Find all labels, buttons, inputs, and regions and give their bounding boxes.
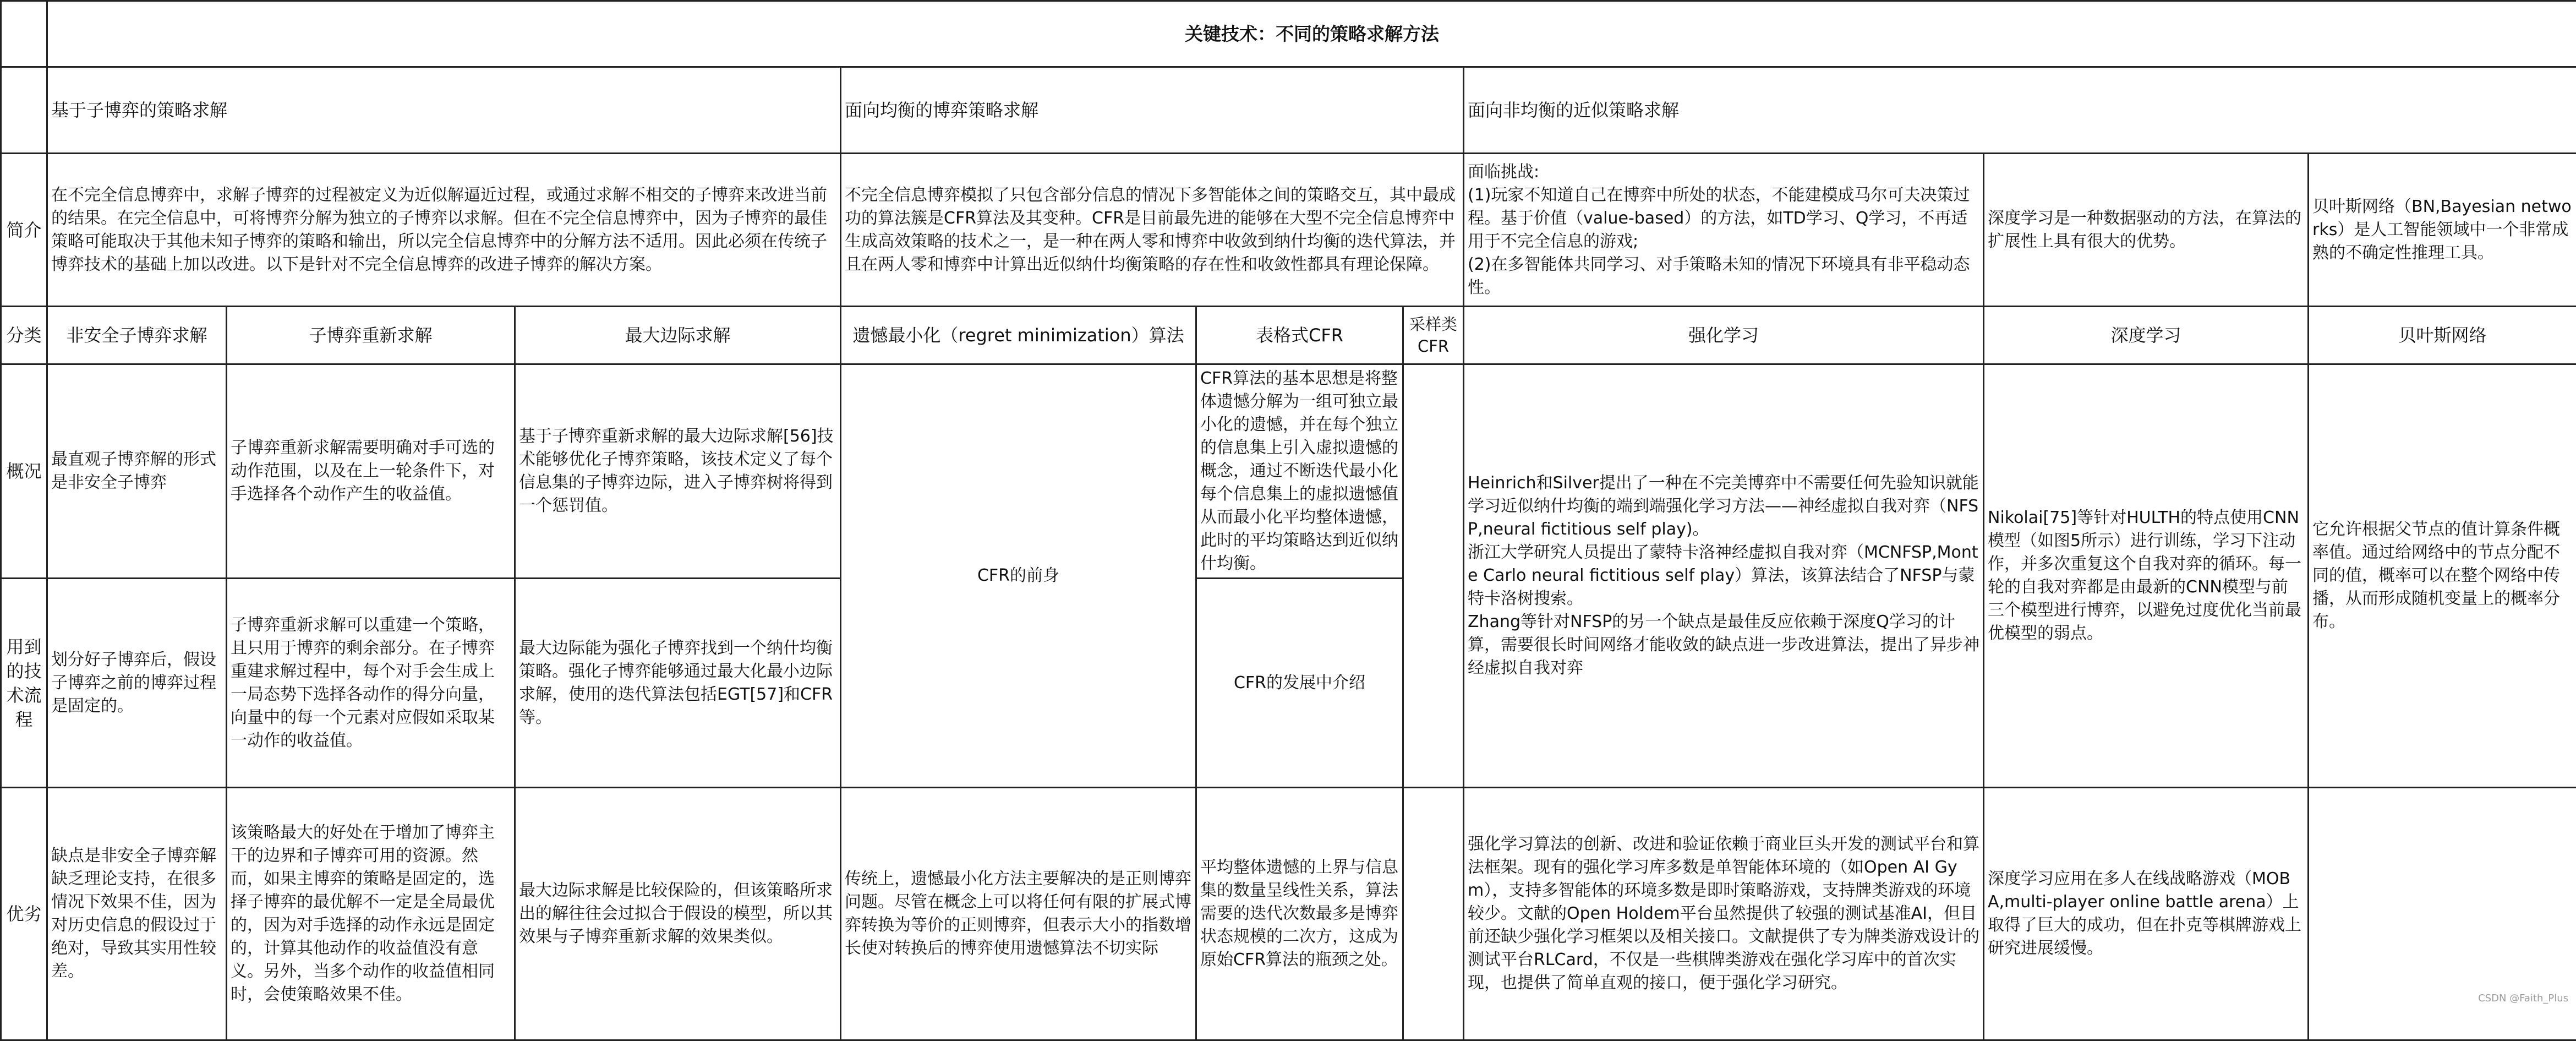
section-equilibrium: 面向均衡的博弈策略求解 [841, 67, 1464, 154]
pros-cons-unsafe: 缺点是非安全子博弈解缺乏理论支持，在很多情况下效果不佳，因为对历史信息的假设过于绝对，导致其实用性较差。 [47, 788, 227, 1040]
corner-blank [1, 1, 47, 67]
regret-predecessor: CFR的前身 [841, 364, 1196, 788]
row-label-pros-cons: 优劣 [1, 788, 47, 1040]
intro-sub-game: 在不完全信息博弈中，求解子博弈的过程被定义为近似解逼近过程，或通过求解不相交的子博弈来改进当前的结果。在完全信息中，可将博弈分解为独立的子博弈以求解。但在不完全信息博弈中，因为子博弈的最佳策略可能取决于其他未知子博弈的策略和输出，所以完全信息博弈中的分解方法不适用。因此必须在传统子博弈技术的基础上加以改进。以下是针对不完全信息博弈的改进子博弈的解决方案。 [47, 154, 841, 307]
bayes-overview-process: 它允许根据父节点的值计算条件概率值。通过给网络中的节点分配不同的值，概率可以在整个网络中传播，从而形成随机变量上的概率分布。 [2309, 364, 2576, 788]
category-maxmargin: 最大边际求解 [515, 307, 841, 364]
category-tabular-cfr: 表格式CFR [1196, 307, 1403, 364]
pros-cons-tabular-cfr: 平均整体遗憾的上界与信息集的数量呈线性关系，算法需要的迭代次数最多是博弈状态规模的二次方，这成为原始CFR算法的瓶颈之处。 [1196, 788, 1403, 1040]
row-label-category: 分类 [1, 307, 47, 364]
table-title: 关键技术：不同的策略求解方法 [47, 1, 2576, 67]
category-dl: 深度学习 [1984, 307, 2309, 364]
overview-maxmargin: 基于子博弈重新求解的最大边际求解[56]技术能够优化子博弈策略，该技术定义了每个信息集的子博弈边际，进入子博弈树将得到一个惩罚值。 [515, 364, 841, 579]
category-regret: 遗憾最小化（regret minimization）算法 [841, 307, 1196, 364]
dl-overview-process: Nikolai[75]等针对HULTH的特点使用CNN模型（如图5所示）进行训练，学习下注动作，并多次重复这个自我对弈的循环。每一轮的自我对弈都是由最新的CNN模型与前三个模型进行博弈，以避免过度优化当前最优模型的弱点。 [1984, 364, 2309, 788]
process-maxmargin: 最大边际能为强化子博弈找到一个纳什均衡策略。强化子博弈能够通过最大化最小边际求解，使用的迭代算法包括EGT[57]和CFR等。 [515, 579, 841, 788]
section-sub-game: 基于子博弈的策略求解 [47, 67, 841, 154]
process-tabular-cfr: CFR的发展中介绍 [1196, 579, 1403, 788]
sampling-cfr-blank [1403, 364, 1464, 788]
pros-cons-dl: 深度学习应用在多人在线战略游戏（MOBA,multi-player online battle arena）上取得了巨大的成功，但在扑克等棋牌游戏上研究进展缓慢。 [1984, 788, 2309, 1040]
intro-rl: 面临挑战: (1)玩家不知道自己在博弈中所处的状态，不能建模成马尔可夫决策过程。基于价值（value-based）的方法，如TD学习、Q学习，不再适用于不完全信息的游戏; (2)在多智能体共同学习、对手策略未知的情况下环境具有非平稳动态性。 [1464, 154, 1984, 307]
section-blank [1, 67, 47, 154]
overview-tabular-cfr: CFR算法的基本思想是将整体遗憾分解为一组可独立最小化的遗憾，并在每个独立的信息集上引入虚拟遗憾的概念，通过不断迭代最小化每个信息集上的虚拟遗憾值从而最小化平均整体遗憾，此时的平均策略达到近似纳什均衡。 [1196, 364, 1403, 579]
intro-dl: 深度学习是一种数据驱动的方法，在算法的扩展性上具有很大的优势。 [1984, 154, 2309, 307]
process-unsafe: 划分好子博弈后，假设子博弈之前的博弈过程是固定的。 [47, 579, 227, 788]
row-label-process: 用到的技术流程 [1, 579, 47, 788]
row-label-overview: 概况 [1, 364, 47, 579]
pros-cons-rl: 强化学习算法的创新、改进和验证依赖于商业巨头开发的测试平台和算法框架。现有的强化学习库多数是单智能体环境的（如Open AI Gym），支持多智能体的环境多数是即时策略游戏，支持牌类游戏的环境较少。文献的Open Holdem平台虽然提供了较强的测试基准AI，但目前还缺少强化学习框架以及相关接口。文献提供了专为牌类游戏设计的测试平台RLCard，不仅是一些棋牌类游戏在强化学习库中的首次实现，也提供了简单直观的接口，便于强化学习研究。 [1464, 788, 1984, 1040]
row-label-intro: 简介 [1, 154, 47, 307]
overview-unsafe: 最直观子博弈解的形式是非安全子博弈 [47, 364, 227, 579]
category-bayes: 贝叶斯网络 [2309, 307, 2576, 364]
intro-bayes: 贝叶斯网络（BN,Bayesian networks）是人工智能领域中一个非常成熟的不确定性推理工具。 [2309, 154, 2576, 307]
pros-cons-resolve: 该策略最大的好处在于增加了博弈主干的边界和子博弈可用的资源。然而，如果主博弈的策略是固定的，选择子博弈的最优解不一定是全局最优的，因为对手选择的动作永远是固定的，计算其他动作的收益值没有意义。另外，当多个动作的收益值相同时，会使策略效果不佳。 [227, 788, 515, 1040]
category-rl: 强化学习 [1464, 307, 1984, 364]
watermark: CSDN @Faith_Plus [2478, 993, 2568, 1004]
intro-equilibrium: 不完全信息博弈模拟了只包含部分信息的情况下多智能体之间的策略交互，其中最成功的算法簇是CFR算法及其变种。CFR是目前最先进的能够在大型不完全信息博弈中生成高效策略的技术之一，是一种在两人零和博弈中收敛到纳什均衡的迭代算法，并且在两人零和博弈中计算出近似纳什均衡策略的存在性和收敛性都具有理论保障。 [841, 154, 1464, 307]
pros-cons-sampling-cfr [1403, 788, 1464, 1040]
pros-cons-regret: 传统上，遗憾最小化方法主要解决的是正则博弈问题。尽管在概念上可以将任何有限的扩展式博弈转换为等价的正则博弈，但表示大小的指数增长使对转换后的博弈使用遗憾算法不切实际 [841, 788, 1196, 1040]
category-resolve: 子博弈重新求解 [227, 307, 515, 364]
process-resolve: 子博弈重新求解可以重建一个策略，且只用于博弈的剩余部分。在子博弈重建求解过程中，每个对手会生成上一局态势下选择各动作的得分向量，向量中的每一个元素对应假如采取某一动作的收益值。 [227, 579, 515, 788]
pros-cons-maxmargin: 最大边际求解是比较保险的，但该策略所求出的解往往会过拟合于假设的模型，所以其效果与子博弈重新求解的效果类似。 [515, 788, 841, 1040]
section-non-equilibrium: 面向非均衡的近似策略求解 [1464, 67, 2576, 154]
overview-resolve: 子博弈重新求解需要明确对手可选的动作范围，以及在上一轮条件下，对手选择各个动作产生的收益值。 [227, 364, 515, 579]
category-unsafe: 非安全子博弈求解 [47, 307, 227, 364]
rl-overview-process: Heinrich和Silver提出了一种在不完美博弈中不需要任何先验知识就能学习近似纳什均衡的端到端强化学习方法——神经虚拟自我对弈（NFSP,neural fictitious self play)。 浙江大学研究人员提出了蒙特卡洛神经虚拟自我对弈（MCNFSP,Monte Carlo neural fictitious self play）算法，该算法结合了NFSP与蒙特卡洛树搜索。 Zhang等针对NFSP的另一个缺点是最佳反应依赖于深度Q学习的计算，需要很长时间网络才能收敛的缺点进一步改进算法，提出了异步神经虚拟自我对弈 [1464, 364, 1984, 788]
category-sampling-cfr: 采样类CFR [1403, 307, 1464, 364]
